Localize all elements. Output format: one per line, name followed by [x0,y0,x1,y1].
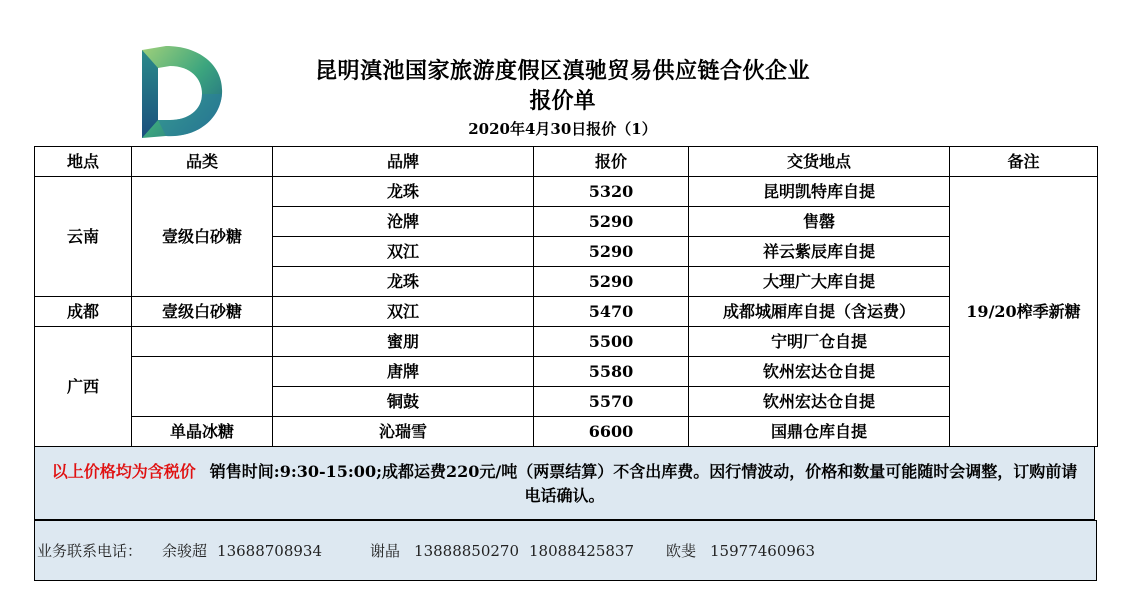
price-cell: 5470 [534,297,689,327]
delivery-cell: 祥云紫辰库自提 [689,237,950,267]
delivery-cell: 昆明凯特库自提 [689,177,950,207]
header-price: 报价 [534,147,689,177]
header-category: 品类 [132,147,273,177]
table-row [35,327,1098,357]
delivery-cell: 宁明厂仓自提 [689,327,950,357]
category-cell [132,357,273,417]
brand-cell: 双江 [273,237,534,267]
contact-name: 欧斐 [666,542,697,560]
price-cell: 5570 [534,387,689,417]
notes-panel [34,447,1095,520]
location-cell: 广西 [35,327,132,447]
category-cell [132,327,273,357]
brand-cell: 双江 [273,297,534,327]
brand-cell: 龙珠 [273,267,534,297]
price-cell: 5290 [534,267,689,297]
price-cell: 5290 [534,207,689,237]
contact-bar [34,520,1097,581]
brand-cell: 唐牌 [273,357,534,387]
price-cell: 5580 [534,357,689,387]
brand-cell: 沧牌 [273,207,534,237]
brand-cell: 铜鼓 [273,387,534,417]
header-delivery: 交货地点 [689,147,950,177]
delivery-cell: 钦州宏达仓自提 [689,357,950,387]
contact-phone: 18088425837 [529,542,634,560]
price-cell: 5290 [534,237,689,267]
quote-date: 2020年4月30日报价（1） [468,120,657,138]
header-remark: 备注 [950,147,1098,177]
document-title: 报价单 [529,88,596,114]
contact-label: 业务联系电话： [37,542,143,560]
contact-name: 谢晶 [370,542,401,560]
location-cell: 成都 [35,297,132,327]
price-cell: 5500 [534,327,689,357]
table-row [35,177,1098,207]
contact-name: 余骏超 [162,542,208,560]
price-cell: 6600 [534,417,689,447]
delivery-cell: 成都城厢库自提（含运费） [689,297,950,327]
category-cell: 壹级白砂糖 [132,177,273,297]
contact-phone: 13688708934 [217,542,323,560]
header-location: 地点 [35,147,132,177]
header-brand: 品牌 [273,147,534,177]
remark-cell: 19/20榨季新糖 [950,177,1098,447]
delivery-cell: 国鼎仓库自提 [689,417,950,447]
delivery-cell: 钦州宏达仓自提 [689,387,950,417]
table-row [35,417,1098,447]
location-cell: 云南 [35,177,132,297]
price-table [34,146,1098,447]
company-title: 昆明滇池国家旅游度假区滇驰贸易供应链合伙企业 [314,58,810,84]
category-cell: 壹级白砂糖 [132,297,273,327]
table-row [35,297,1098,327]
brand-cell: 龙珠 [273,177,534,207]
category-cell: 单晶冰糖 [132,417,273,447]
tax-note: 以上价格均为含税价 [51,462,196,481]
contact-phone: 15977460963 [710,542,815,560]
brand-cell: 沁瑞雪 [273,417,534,447]
table-header-row [35,147,1098,177]
delivery-cell: 售罄 [689,207,950,237]
contact-phone: 13888850270 [414,542,520,560]
brand-cell: 蜜朋 [273,327,534,357]
price-cell: 5320 [534,177,689,207]
table-row [35,357,1098,387]
delivery-cell: 大理广大库自提 [689,267,950,297]
sales-terms: 销售时间:9:30-15:00;成都运费220元/吨（两票结算）不含出库费。因行情波动，价格和数量可能随时会调整，订购前请电话确认。 [209,462,1078,505]
